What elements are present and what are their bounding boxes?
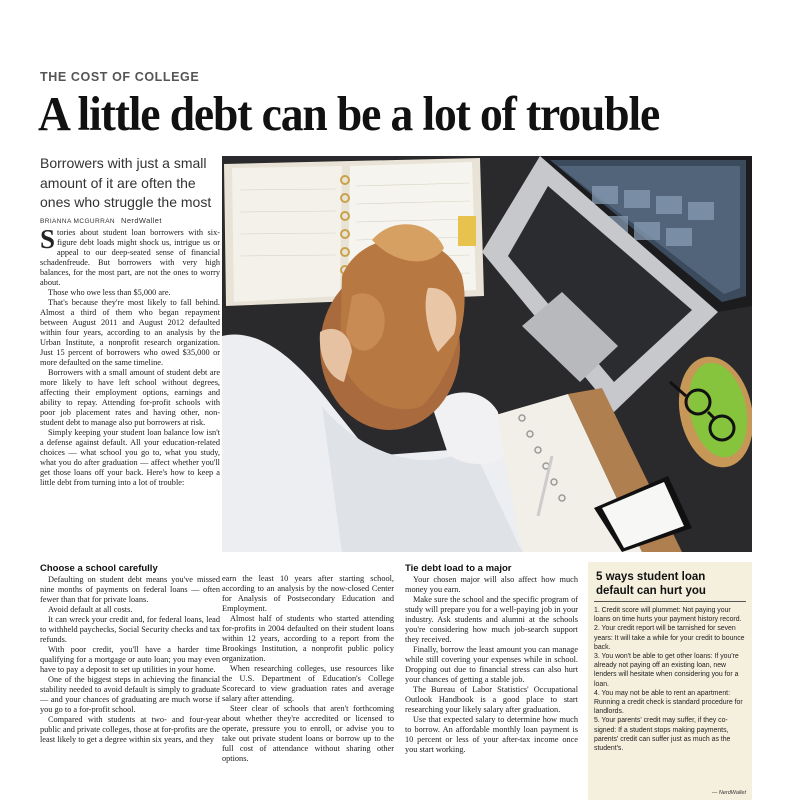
body-paragraph: Steer clear of schools that aren't forthcoming about whether they're accredited or licensed to operate, pressure you to enroll, or advise you to take out private student loans or borrow up to the full cost of attendance without sharing other options. <box>222 704 394 763</box>
body-paragraph: Compared with students at two- and four-year public and private colleges, those at for-profits are the least likely to get a degree within six years, and they <box>40 715 220 744</box>
sidebar-list-item: 5. Your parents' credit may suffer, if they co-signed: If a student stops making payments, parents' credit can suffer just as much as the student's. <box>594 717 731 753</box>
article-photo <box>222 156 752 552</box>
intro-paragraph: That's because they're most likely to fall behind. Almost a third of them who began repayment between August 2011 and August 2012 defaulted within four years, according to an analysis by the Urban Institute, a nonprofit research organization. Just 15 percent of borrowers who owed $35,000 or more defaulted on the same timeline. <box>40 298 220 367</box>
intro-paragraph: Those who owe less than $5,000 are. <box>48 288 171 297</box>
sidebar-list-item: 3. You won't be able to get other loans: If you're already not paying off an existing loan, new lenders will hesitate when considering you for a loan. <box>594 653 739 688</box>
section-heading-debt-major: Tie debt load to a major <box>405 563 512 574</box>
sidebar-credit: — NerdWallet <box>711 790 746 796</box>
body-column-2 <box>40 575 220 745</box>
body-paragraph: Almost half of students who started attending for-profits in 2004 defaulted on their student loans within 12 years, according to a report from the Brookings Institution, a nonprofit public policy organization. <box>222 614 394 663</box>
intro-paragraph: Stories about student loan borrowers with six-figure debt loads might shock us, intrigue us or appeal to our deep-seated sense of financial schadenfreude. But borrowers with very high balances, for the most part, are not the ones to worry about. <box>40 224 220 287</box>
body-paragraph: Make sure the school and the specific program of study will prepare you for a well-paying job in your industry. Ask students and alumni at the schools you're considering how much job-search support they received. <box>405 595 578 644</box>
byline <box>40 216 218 225</box>
intro-paragraph: Borrowers with a small amount of student debt are more likely to have left school without degrees, affecting their employment options, earnings and ability to repay. Attending for-profit schools with poor job placement rates and having other, non-student debt to manage also put borrowers at risk. <box>40 368 220 427</box>
body-paragraph: With poor credit, you'll have a harder time qualifying for a mortgage or auto loan; you may even have to pay a deposit to set up utilities in your home. <box>40 645 220 674</box>
body-column-4 <box>405 575 578 755</box>
body-paragraph: The Bureau of Labor Statistics' Occupational Outlook Handbook is a good place to start researching your likely salary after graduation. <box>405 685 578 714</box>
sidebar-divider <box>594 601 746 602</box>
section-heading-choose-school: Choose a school carefully <box>40 563 158 574</box>
body-paragraph: Avoid default at all costs. <box>48 605 133 614</box>
sidebar-list-item: 4. You may not be able to rent an apartment: Running a credit check is standard procedure for landlords. <box>594 689 743 716</box>
body-paragraph: Defaulting on student debt means you've missed nine months of payments on federal loans — often fewer than that for private loans. <box>40 575 220 604</box>
byline-source: NerdWallet <box>121 216 162 225</box>
intro-paragraph: Simply keeping your student loan balance low isn't a defense against default. All your education-related choices — what school you go to, what you study, what you do after graduation — affect whether you'll get those loans off your back. Here's how to keep a little debt from turning into a lot of trouble: <box>40 428 220 487</box>
sidebar-list-item: 1. Credit score will plummet: Not paying your loans on time hurts your payment history record. <box>594 607 742 624</box>
sidebar-list <box>594 606 746 753</box>
body-paragraph: Use that expected salary to determine how much to borrow. An affordable monthly loan payment is 10 percent or less of your after-tax income once you start working. <box>405 715 578 754</box>
photo-illustration-stressed-student <box>222 156 752 552</box>
intro-column <box>40 224 220 488</box>
byline-author: BRIANNA MCGURRAN <box>40 218 116 225</box>
body-paragraph: Your chosen major will also affect how much money you earn. <box>405 575 578 594</box>
body-column-3 <box>222 574 394 764</box>
sidebar-box <box>588 562 752 800</box>
body-paragraph: earn the least 10 years after starting school, according to an analysis by the now-closed Center for Analysis of Postsecondary Education and Employment. <box>222 574 394 613</box>
body-paragraph: When researching colleges, use resources like the U.S. Department of Education's College Scorecard to view graduation rates and average salary after attending. <box>222 664 394 703</box>
body-paragraph: It can wreck your credit and, for federal loans, lead to withheld paychecks, Social Security checks and tax refunds. <box>40 615 220 644</box>
sidebar-title: 5 ways student loan default can hurt you <box>596 571 706 597</box>
body-paragraph: Finally, borrow the least amount you can manage while still covering your expenses while in school. Dropping out due to financial stress can also hurt your chances of getting a stable job. <box>405 645 578 684</box>
deck-subheadline: Borrowers with just a small amount of it are often the ones who struggle the most <box>40 155 212 210</box>
drop-cap: S <box>40 224 56 254</box>
headline: A little debt can be a lot of trouble <box>38 86 660 141</box>
body-paragraph: One of the biggest steps in achieving the financial stability needed to avoid default is simply to graduate — and your chances of graduating are much worse if you go to a for-profit school. <box>40 675 220 714</box>
section-kicker: THE COST OF COLLEGE <box>40 70 200 84</box>
sidebar-list-item: 2. Your credit report will be tarnished for seven years: It will take a while for your credit to bounce back. <box>594 625 745 651</box>
